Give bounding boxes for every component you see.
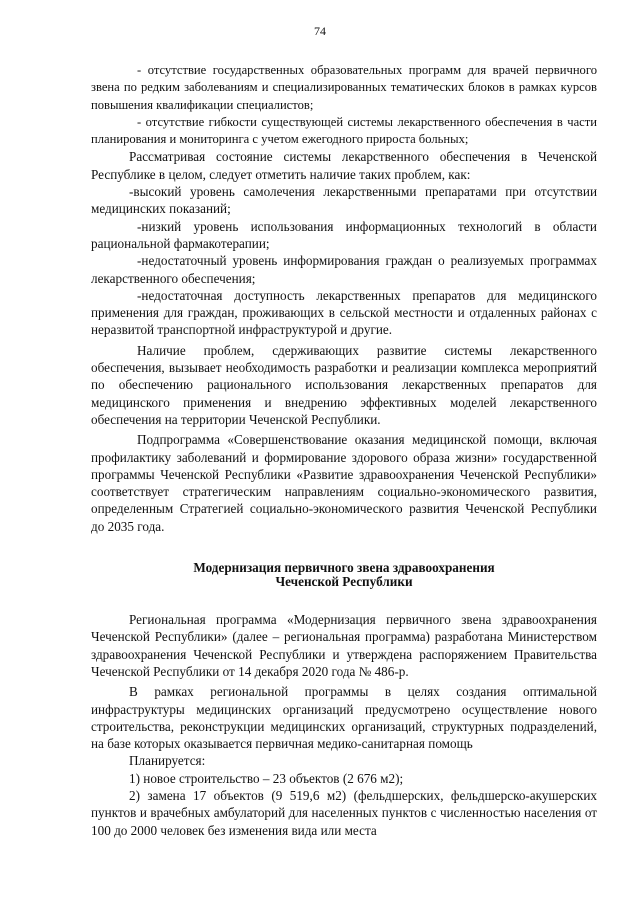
paragraph: Планируется:: [129, 753, 206, 769]
paragraph: Региональная программа «Модернизация первичного звена здравоохранения Чеченской Республики» (далее – региональная программа) разработана Министерством здравоохранения Чеченской Республики и утверждена распоряжением Правительства Чеченской Республики от 14 декабря 2020 года № 486-р.: [91, 612, 597, 679]
paragraph: Рассматривая состояние системы лекарственного обеспечения в Чеченской Республике в целом, следует отметить наличие таких проблем, как:: [91, 149, 597, 182]
section-heading-line: Модернизация первичного звена здравоохранения: [193, 560, 495, 576]
section-heading-line: Чеченской Республики: [275, 574, 413, 590]
list-item: 2) замена 17 объектов (9 519,6 м2) (фельдшерских, фельдшерско-акушерских пунктов и врачебных амбулаторий для населенных пунктов с численностью населения от 100 до 2000 человек без изменения вида или места: [91, 787, 597, 838]
page-number: 74: [314, 24, 326, 38]
page-body: [91, 62, 597, 839]
paragraph: - отсутствие гибкости существующей системы лекарственного обеспечения в части планирования и мониторинга с учетом ежегодного прироста больных;: [91, 114, 597, 147]
paragraph: В рамках региональной программы в целях создания оптимальной инфраструктуры медицинских организаций предусмотрено осуществление нового строительства, реконструкции медицинских организаций, структурных подразделений, на базе которых оказывается первичная медико-санитарная помощь: [91, 684, 597, 752]
paragraph: Наличие проблем, сдерживающих развитие системы лекарственного обеспечения, вызывает необходимость разработки и реализации комплекса мероприятий по обеспечению рационального использования лекарственных препаратов для медицинского применения и внедрению эффективных моделей лекарственного обеспечения на территории Чеченской Республики.: [91, 342, 597, 427]
paragraph: Подпрограмма «Совершенствование оказания медицинской помощи, включая профилактику заболеваний и формирование здорового образа жизни» государственной программы Чеченской Республики «Развитие здравоохранения Чеченской Республики» соответствует стратегическим направлениям социально-экономического развития, определенным Стратегией социально-экономического развития Чеченской Республики до 2035 года.: [91, 432, 597, 534]
paragraph: -недостаточная доступность лекарственных препаратов для медицинского применения для граждан, проживающих в сельской местности и отдаленных районах с неразвитой транспортной инфраструктурой и другие.: [91, 287, 597, 338]
section-heading: [91, 561, 597, 589]
paragraph: -недостаточный уровень информирования граждан о реализуемых программах лекарственного обеспечения;: [91, 253, 597, 286]
paragraph: -низкий уровень использования информационных технологий в области рациональной фармакотерапии;: [91, 218, 597, 251]
list-item: 1) новое строительство – 23 объектов (2 676 м2);: [129, 770, 404, 786]
paragraph: -высокий уровень самолечения лекарственными препаратами при отсутствии медицинских показаний;: [91, 184, 597, 217]
paragraph: - отсутствие государственных образовательных программ для врачей первичного звена по редким заболеваниям и специализированных тематических блоков в рамках курсов повышения квалификации специалистов;: [91, 63, 597, 112]
